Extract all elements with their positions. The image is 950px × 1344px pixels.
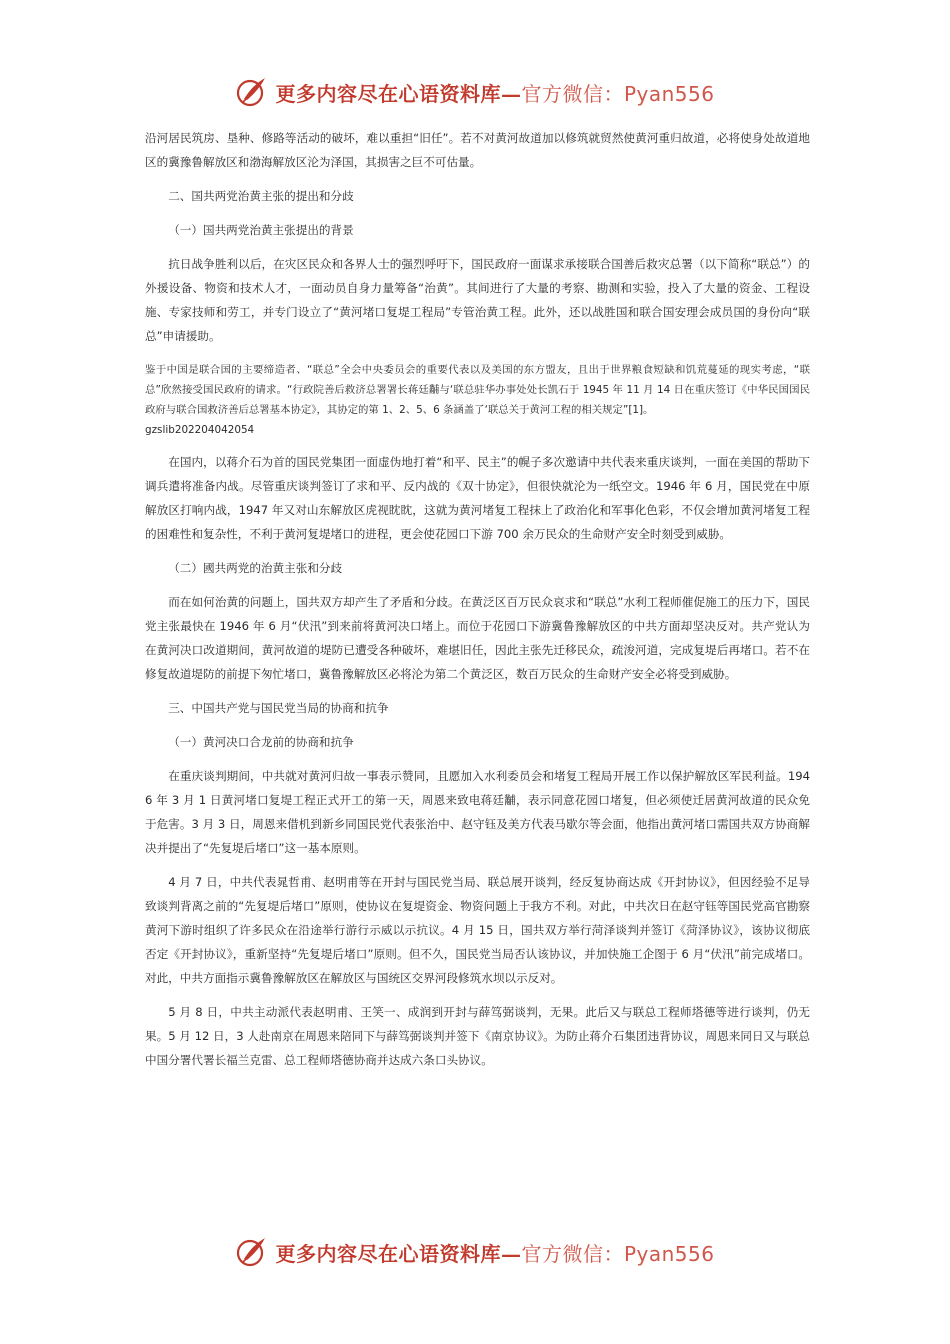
- body-paragraph: 4 月 7 日，中共代表晁哲甫、赵明甫等在开封与国民党当局、联总展开谈判，经反复协商达成《开封协议》，但因经验不足导致谈判背离之前的“先复堤后堵口”原则，使协议在复堤资金、物资问题上于我方不利。对此，中共次日在赵守钰等国民党高官勘察黄河下游时组织了许多民众在沿途举行游行示威以示抗议。4 月 15 日，国共双方举行菏泽谈判并签订《菏泽协议》，该协议彻底否定《开封协议》，重新坚持“先复堤后堵口”原则。但不久，国民党当局否认该协议，并加快施工企图于 6 月“伏汛”前完成堵口。对此，中共方面指示冀鲁豫解放区在解放区与国统区交界河段修筑水坝以示反对。: [145, 875, 810, 985]
- body-paragraph: 抗日战争胜利以后，在灾区民众和各界人士的强烈呼吁下，国民政府一面谋求承接联合国善后救灾总署（以下简称“联总”）的外援设备、物资和技术人才，一面动员自身力量筹备“治黄”。其间进行了大量的考察、勘测和实验，投入了大量的资金、工程设施、专家技师和劳工，并专门设立了“黄河堵口复堤工程局”专管治黄工程。此外，还以战胜国和联合国安理会成员国的身份向“联总”申请援助。: [145, 257, 810, 343]
- quill-logo-icon: [235, 75, 269, 109]
- body-paragraph: 在国内，以蒋介石为首的国民党集团一面虚伪地打着“和平、民主”的幌子多次邀请中共代表来重庆谈判，一面在美国的帮助下调兵遣将准备内战。尽管重庆谈判签订了求和平、反内战的《双十协定》，但很快就沦为一纸空文。1946 年 6 月，国民党在中原解放区打响内战，1947 年又对山东解放区虎视眈眈，这就为黄河堵复工程抹上了政治化和军事化色彩，不仅会增加黄河堵复工程的困难性和复杂性，不利于黄河复堤堵口的进程，更会使花园口下游 700 余万民众的生命财产安全时刻受到威胁。: [145, 455, 810, 541]
- body-paragraph: 在重庆谈判期间，中共就对黄河归故一事表示赞同，且愿加入水利委员会和堵复工程局开展工作以保护解放区军民利益。1946 年 3 月 1 日黄河堵口复堤工程正式开工的第一天，周恩来致电蒋廷黼，表示同意花园口堵复，但必须使迁居黄河故道的民众免于危害。3 月 3 日，周恩来借机到新乡同国民党代表张治中、赵守钰及美方代表马歇尔等会面，他指出黄河堵口需国共双方协商解决并提出了“先复堤后堵口”这一基本原则。: [145, 769, 810, 855]
- subsection-heading-2-1: （一）国共两党治黄主张提出的背景: [168, 223, 354, 237]
- body-paragraph: 而在如何治黄的问题上，国共双方却产生了矛盾和分歧。在黄泛区百万民众哀求和“联总”水利工程师催促施工的压力下，国民党主张最快在 1946 年 6 月“伏汛”到来前将黄河决口堵上。而位于花园口下游冀鲁豫解放区的中共方面却坚决反对。共产党认为在黄河决口改道期间，黄河故道的堤防已遭受各种破坏，难堪旧任，因此主张先迁移民众，疏浚河道，完成复堤后再堵口。若不在修复故道堤防的前提下匆忙堵口，冀鲁豫解放区必将沦为第二个黄泛区，数百万民众的生命财产安全必将受到威胁。: [145, 595, 810, 681]
- banner-wechat-text: 官方微信：Pyan556: [521, 1241, 715, 1266]
- banner-main-text: 更多内容尽在心语资料库: [275, 1241, 501, 1266]
- banner-dash: —: [500, 1241, 522, 1266]
- subsection-heading-3-1: （一）黄河决口合龙前的协商和抗争: [168, 735, 354, 749]
- banner-dash: —: [500, 81, 522, 106]
- quoted-paragraph: 鉴于中国是联合国的主要缔造者、“联总”全会中央委员会的重要代表以及美国的东方盟友，且出于世界粮食短缺和饥荒蔓延的现实考虑，“联总”欣然接受国民政府的请求。“行政院善后救济总署署长蒋廷黼与‘联总驻华办事处处长凯石于 1945 年 11 月 14 日在重庆签订《中华民国国民政府与联合国救济善后总署基本协定》，其协定的第 1、2、5、6 条涵盖了‘联总关于黄河工程的相关规定”[1]。: [145, 364, 810, 416]
- paragraph-continuation: 沿河居民筑房、垦种、修路等活动的破坏，难以重担“旧任”。若不对黄河故道加以修筑就贸然使黄河重归故道，必将使身处故道地区的冀豫鲁解放区和渤海解放区沦为泽国，其损害之巨不可估量。: [145, 131, 810, 169]
- banner-main-text: 更多内容尽在心语资料库: [275, 81, 501, 106]
- header-banner: [0, 72, 950, 112]
- section-heading-2: 二、国共两党治黄主张的提出和分歧: [168, 189, 354, 203]
- banner-wechat-text: 官方微信：Pyan556: [521, 81, 715, 106]
- banner-text: [275, 78, 714, 107]
- body-paragraph: 5 月 8 日，中共主动派代表赵明甫、王笑一、成润到开封与薛笃弼谈判，无果。此后又与联总工程师塔德等进行谈判，仍无果。5 月 12 日，3 人赴南京在周恩来陪同下与薛笃弼谈判并签下《南京协议》。为防止蒋介石集团违背协议，周恩来同日又与联总中国分署代署长福兰克雷、总工程师塔德协商并达成六条口头协议。: [145, 1005, 810, 1067]
- footer-banner: [0, 1232, 950, 1272]
- subsection-heading-2-2: （二）國共两党的治黄主张和分歧: [168, 561, 343, 575]
- banner-text: [275, 1238, 714, 1267]
- section-heading-3: 三、中国共产党与国民党当局的协商和抗争: [168, 701, 389, 715]
- document-code: gzslib202204042054: [145, 424, 255, 436]
- quill-logo-icon: [235, 1235, 269, 1269]
- document-body: [145, 126, 810, 1072]
